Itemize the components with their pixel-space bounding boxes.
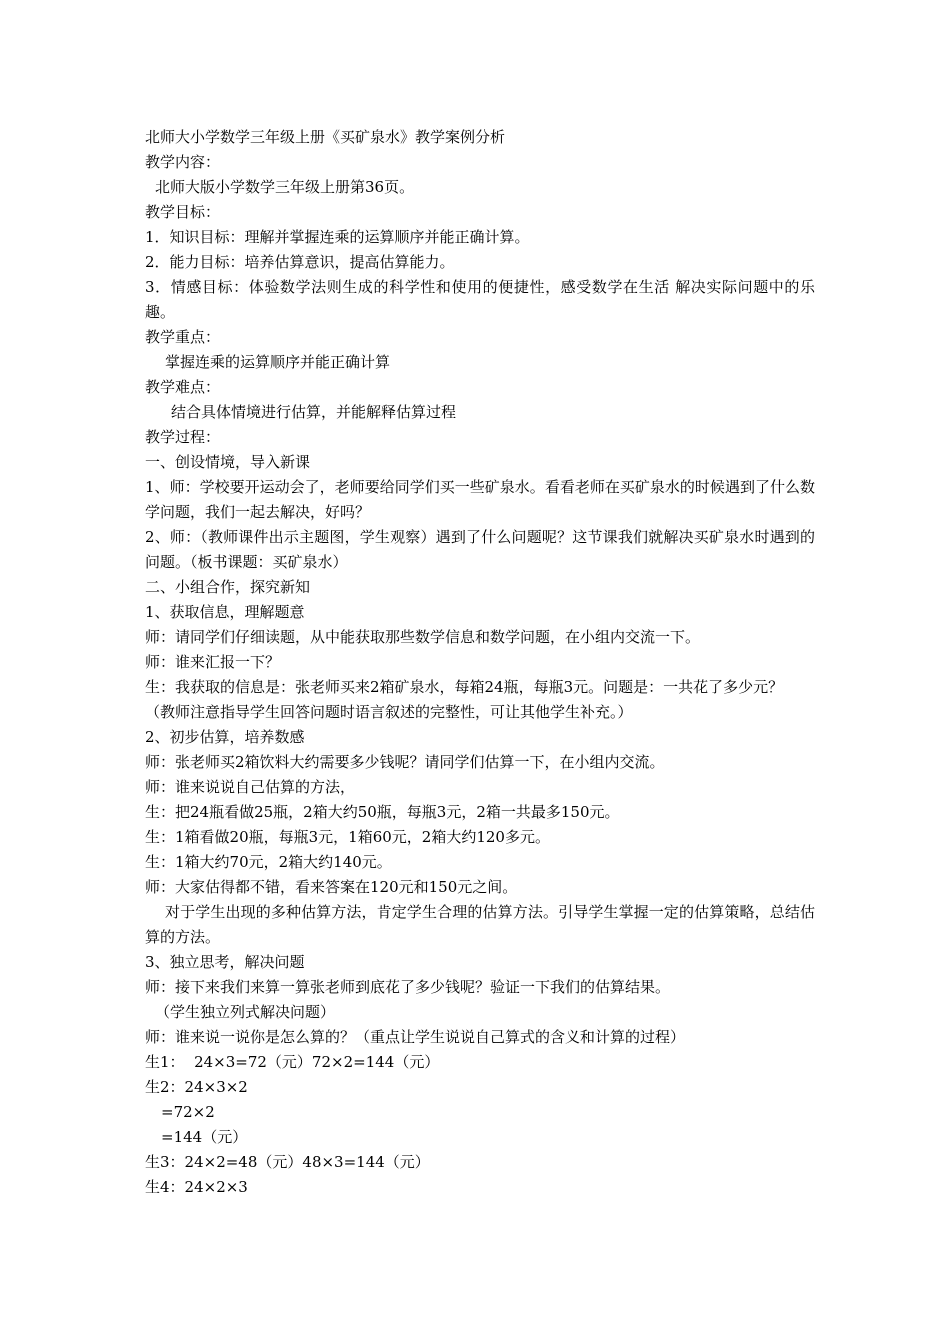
calculation-line: 生3：24×2=48（元）48×3=144（元） (145, 1153, 430, 1171)
section-heading: 一、创设情境，导入新课 (145, 453, 311, 471)
calculation-line: =72×2 (161, 1103, 215, 1121)
section-heading: 教学内容： (145, 153, 221, 171)
calculation-line: 生1： 24×3=72（元）72×2=144（元） (145, 1053, 440, 1071)
subsection-heading: 3、独立思考，解决问题 (145, 953, 305, 971)
paragraph: 师：张老师买2箱饮料大约需要多少钱呢？请同学们估算一下，在小组内交流。 (145, 753, 665, 771)
paragraph: 师：请同学们仔细读题，从中能获取那些数学信息和数学问题，在小组内交流一下。 (145, 628, 701, 646)
paragraph: 结合具体情境进行估算，并能解释估算过程 (171, 403, 457, 421)
section-heading: 二、小组合作，探究新知 (145, 578, 311, 596)
paragraph: 北师大版小学数学三年级上册第36页。 (155, 178, 415, 196)
paragraph: 对于学生出现的多种估算方法，肯定学生合理的估算方法。引导学生掌握一定的估算策略，总结估算的方法。 (145, 903, 815, 946)
paragraph: 生：把24瓶看做25瓶，2箱大约50瓶，每瓶3元，2箱一共最多150元。 (145, 803, 620, 821)
paragraph: 1．知识目标：理解并掌握连乘的运算顺序并能正确计算。 (145, 228, 530, 246)
paragraph: 1、师：学校要开运动会了，老师要给同学们买一些矿泉水。看看老师在买矿泉水的时候遇到了什么数学问题，我们一起去解决，好吗？ (145, 478, 815, 521)
paragraph: 师：谁来汇报一下？ (145, 653, 281, 671)
document-title: 北师大小学数学三年级上册《买矿泉水》教学案例分析 (145, 128, 506, 146)
paragraph: （教师注意指导学生回答问题时语言叙述的完整性，可让其他学生补充。） (145, 703, 633, 721)
section-heading: 教学难点： (145, 378, 221, 396)
paragraph: （学生独立列式解决问题） (155, 1003, 336, 1021)
paragraph: 生：我获取的信息是：张老师买来2箱矿泉水，每箱24瓶，每瓶3元。问题是：一共花了多少元？ (145, 678, 784, 696)
section-heading: 教学目标： (145, 203, 221, 221)
subsection-heading: 1、获取信息，理解题意 (145, 603, 305, 621)
paragraph: 师：接下来我们来算一算张老师到底花了多少钱呢？验证一下我们的估算结果。 (145, 978, 671, 996)
section-heading: 教学重点： (145, 328, 221, 346)
calculation-line: 生4：24×2×3 (145, 1178, 248, 1196)
paragraph: 师：大家估得都不错，看来答案在120元和150元之间。 (145, 878, 518, 896)
calculation-line: 生2：24×3×2 (145, 1078, 248, 1096)
section-heading: 教学过程： (145, 428, 221, 446)
paragraph: 2、师：（教师课件出示主题图，学生观察）遇到了什么问题呢？这节课我们就解决买矿泉水时遇到的问题。（板书课题：买矿泉水） (145, 528, 815, 571)
paragraph: 生：1箱大约70元，2箱大约140元。 (145, 853, 392, 871)
subsection-heading: 2、初步估算，培养数感 (145, 728, 305, 746)
paragraph: 2．能力目标：培养估算意识，提高估算能力。 (145, 253, 455, 271)
paragraph: 3．情感目标：体验数学法则生成的科学性和使用的便捷性，感受数学在生活 解决实际问题中的乐趣。 (145, 278, 815, 321)
paragraph: 掌握连乘的运算顺序并能正确计算 (165, 353, 391, 371)
paragraph: 师：谁来说一说你是怎么算的？（重点让学生说说自己算式的含义和计算的过程） (145, 1028, 686, 1046)
paragraph: 生：1箱看做20瓶，每瓶3元，1箱60元，2箱大约120多元。 (145, 828, 550, 846)
document-page (145, 125, 815, 1200)
paragraph: 师：谁来说说自己估算的方法， (145, 778, 356, 796)
calculation-line: =144（元） (161, 1128, 248, 1146)
